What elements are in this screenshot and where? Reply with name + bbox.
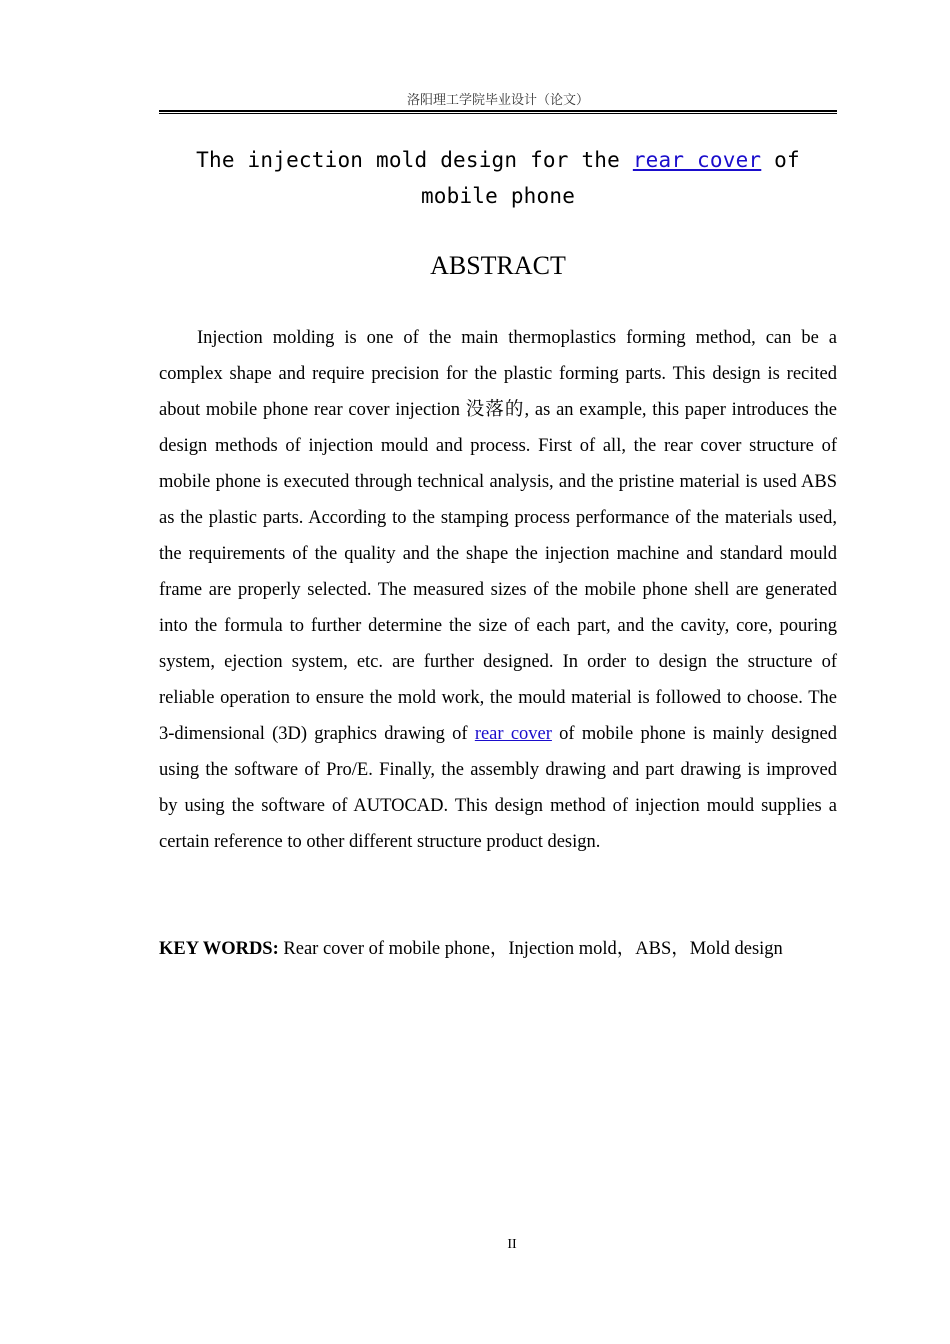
title-text-end: of mobile phone [420,148,800,208]
running-header: 洛阳理工学院毕业设计（论文） [406,93,589,108]
header-rule [159,110,837,112]
abstract-body [159,320,837,860]
abstract-rear-cover-link[interactable]: rear cover [474,724,552,744]
header-rule-thin [159,113,837,114]
page-number: II [507,1237,517,1252]
title-rear-cover-link[interactable]: rear cover [632,148,762,172]
keywords-label: KEY WORDS: [159,939,279,959]
abstract-text-end: of mobile phone is mainly designed using the software of Pro/E. Finally, the assembly drawing and part drawing is improved by using the software of AUTOCAD. This design method of injection mould supplies a certain reference to other different structure product design. [159,724,837,852]
keywords-line [159,931,837,967]
abstract-heading: ABSTRACT [430,251,566,280]
abstract-text-start: Injection molding is one of the main thermoplastics forming method, can be a complex shape and require precision for the plastic forming parts. This design is recited about mobile phone rear cover injection 没落的, as an example, this paper introduces the design methods of injection mould and process. First of all, the rear cover structure of mobile phone is executed through technical analysis, and the pristine material is used ABS as the plastic parts. According to the stamping process performance of the materials used, the requirements of the quality and the shape the injection machine and standard mould frame are properly selected. The measured sizes of the mobile phone shell are generated into the formula to further determine the size of each part, and the cavity, core, pouring system, ejection system, etc. are further designed. In order to design the structure of reliable operation to ensure the mold work, the mould material is followed to choose. The 3-dimensional (3D) graphics drawing of [159,328,837,744]
keywords-text: Rear cover of mobile phone，Injection mold，ABS，Mold design [278,939,783,959]
paper-title [159,142,837,214]
title-text-start: The injection mold design for the [196,148,633,172]
